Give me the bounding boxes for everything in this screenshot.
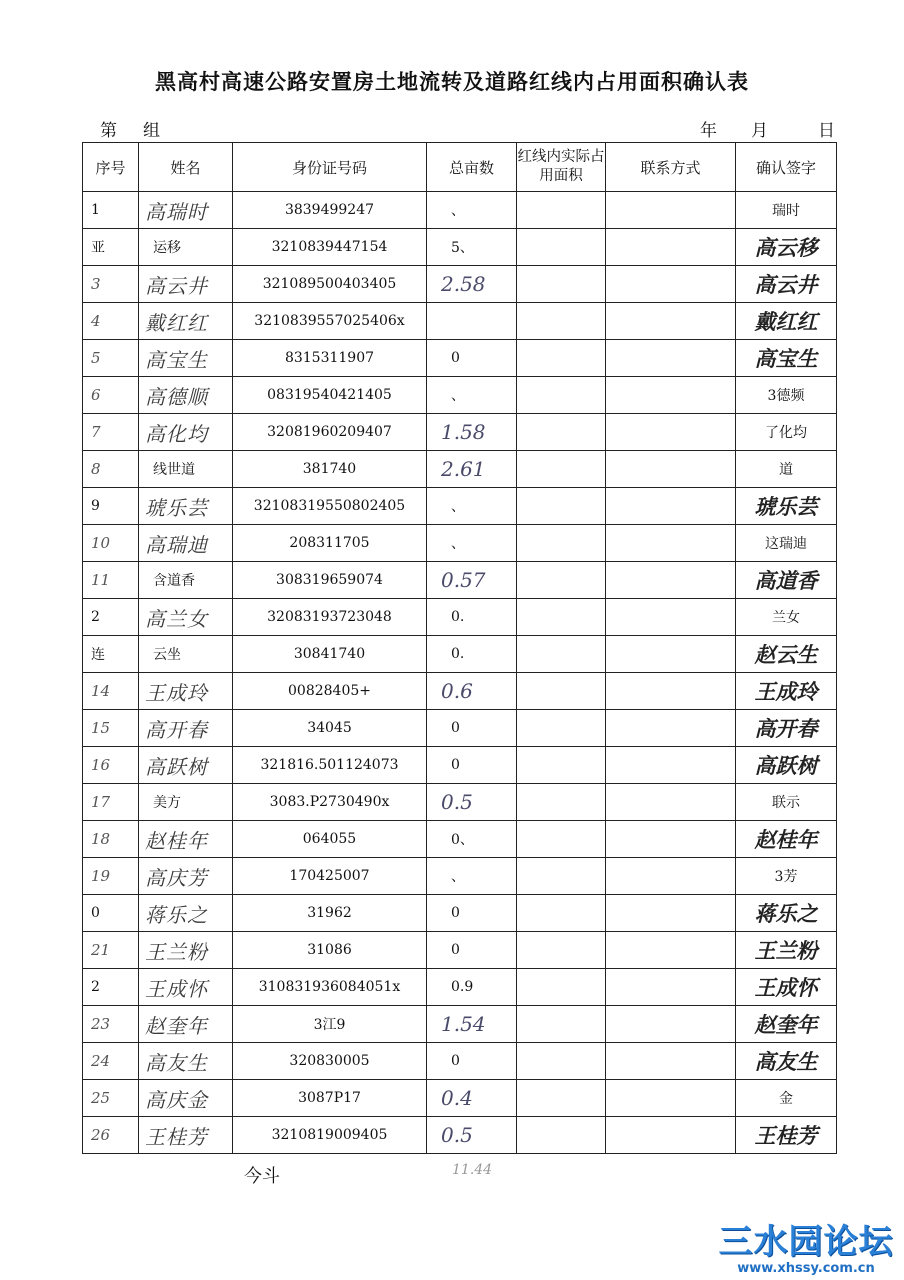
cell-contact [606,377,736,414]
cell-total-area: 0.9 [427,969,517,1006]
cell-seq: 16 [83,747,139,784]
cell-id-number: 321089500403405 [233,266,427,303]
cell-signature: 高开春 [736,710,837,747]
cell-signature: 赵云生 [736,636,837,673]
cell-seq: 17 [83,784,139,821]
table-row [83,747,837,784]
cell-signature: 高宝生 [736,340,837,377]
watermark-logo: 三水园论坛 [718,1222,894,1262]
cell-seq: 19 [83,858,139,895]
table-row [83,192,837,229]
header-red-line: 红线内实际占用面积 [517,143,606,192]
cell-contact [606,636,736,673]
cell-signature: 了化均 [736,414,837,451]
table-row [83,858,837,895]
cell-red-line-area [517,340,606,377]
cell-seq: 连 [83,636,139,673]
cell-id-number: 8315311907 [233,340,427,377]
table-row [83,266,837,303]
cell-name: 琥乐芸 [139,488,233,525]
cell-seq: 9 [83,488,139,525]
cell-signature: 兰女 [736,599,837,636]
cell-red-line-area [517,858,606,895]
cell-id-number: 32108319550802405 [233,488,427,525]
cell-seq: 7 [83,414,139,451]
date-month: 月 [751,121,768,141]
cell-name: 运移 [139,229,233,266]
cell-name: 王桂芳 [139,1117,233,1154]
cell-name: 赵奎年 [139,1006,233,1043]
cell-id-number: 170425007 [233,858,427,895]
cell-red-line-area [517,192,606,229]
cell-id-number: 32083193723048 [233,599,427,636]
cell-contact [606,266,736,303]
cell-contact [606,599,736,636]
cell-total-area: 0.6 [427,673,517,710]
cell-red-line-area [517,710,606,747]
cell-contact [606,969,736,1006]
cell-seq: 5 [83,340,139,377]
cell-red-line-area [517,747,606,784]
cell-total-area: 0.5 [427,1117,517,1154]
cell-name: 云坐 [139,636,233,673]
cell-id-number: 3210839557025406x [233,303,427,340]
cell-contact [606,192,736,229]
cell-total-area: 0 [427,1043,517,1080]
cell-signature: 这瑞迪 [736,525,837,562]
cell-seq: 2 [83,969,139,1006]
cell-name: 高瑞时 [139,192,233,229]
table-row [83,303,837,340]
cell-contact [606,414,736,451]
table-row [83,229,837,266]
cell-total-area: 0 [427,747,517,784]
cell-name: 高庆芳 [139,858,233,895]
cell-id-number: 320830005 [233,1043,427,1080]
cell-total-area: 1.58 [427,414,517,451]
cell-red-line-area [517,969,606,1006]
watermark [708,1214,904,1276]
table-row [83,1043,837,1080]
cell-signature: 道 [736,451,837,488]
cell-contact [606,673,736,710]
table-row [83,969,837,1006]
cell-red-line-area [517,229,606,266]
cell-signature: 戴红红 [736,303,837,340]
table-row [83,1117,837,1154]
cell-red-line-area [517,414,606,451]
cell-id-number: 31962 [233,895,427,932]
cell-id-number: 08319540421405 [233,377,427,414]
cell-red-line-area [517,525,606,562]
cell-red-line-area [517,784,606,821]
cell-contact [606,340,736,377]
cell-signature: 高友生 [736,1043,837,1080]
cell-id-number: 3839499247 [233,192,427,229]
cell-red-line-area [517,673,606,710]
cell-signature: 联示 [736,784,837,821]
cell-name: 戴红红 [139,303,233,340]
table-row [83,525,837,562]
cell-seq: 6 [83,377,139,414]
cell-contact [606,895,736,932]
watermark-url: www.xhssy.com.cn [737,1261,875,1276]
cell-id-number: 00828405+ [233,673,427,710]
header-sign: 确认签字 [736,143,837,192]
cell-name: 高开春 [139,710,233,747]
cell-signature: 3芳 [736,858,837,895]
cell-red-line-area [517,303,606,340]
cell-contact [606,525,736,562]
cell-signature: 王成怀 [736,969,837,1006]
cell-red-line-area [517,821,606,858]
header-total: 总亩数 [427,143,517,192]
table-row [83,673,837,710]
cell-signature: 琥乐芸 [736,488,837,525]
cell-id-number: 3江9 [233,1006,427,1043]
cell-id-number: 308319659074 [233,562,427,599]
cell-signature: 金 [736,1080,837,1117]
cell-name: 高跃树 [139,747,233,784]
cell-seq: 26 [83,1117,139,1154]
cell-name: 高友生 [139,1043,233,1080]
table-row [83,414,837,451]
cell-total-area: 、 [427,192,517,229]
cell-contact [606,932,736,969]
table-row [83,1006,837,1043]
date-label [700,116,835,141]
cell-total-area: 0 [427,710,517,747]
cell-red-line-area [517,451,606,488]
cell-signature: 蒋乐之 [736,895,837,932]
table-row [83,340,837,377]
footer-handwritten-mark: 11.44 [452,1162,493,1178]
cell-contact [606,784,736,821]
cell-red-line-area [517,377,606,414]
cell-seq: 10 [83,525,139,562]
cell-signature: 高云井 [736,266,837,303]
cell-total-area: 0.4 [427,1080,517,1117]
table-row [83,377,837,414]
header-contact: 联系方式 [606,143,736,192]
cell-total-area: 、 [427,858,517,895]
header-seq: 序号 [83,143,139,192]
cell-id-number: 3210839447154 [233,229,427,266]
cell-total-area: 、 [427,377,517,414]
cell-contact [606,1043,736,1080]
cell-signature: 高道香 [736,562,837,599]
group-label [100,116,160,141]
cell-red-line-area [517,266,606,303]
cell-total-area [427,303,517,340]
table-row [83,488,837,525]
cell-name: 高化均 [139,414,233,451]
table-row [83,562,837,599]
footer-note: 今斗 [244,1166,280,1187]
cell-id-number: 3210819009405 [233,1117,427,1154]
table-row [83,710,837,747]
cell-contact [606,451,736,488]
cell-name: 王成玲 [139,673,233,710]
cell-id-number: 3087P17 [233,1080,427,1117]
cell-contact [606,488,736,525]
cell-id-number: 381740 [233,451,427,488]
cell-total-area: 2.58 [427,266,517,303]
cell-signature: 高云移 [736,229,837,266]
cell-seq: 21 [83,932,139,969]
cell-name: 高宝生 [139,340,233,377]
group-prefix: 第 [100,121,117,141]
cell-red-line-area [517,636,606,673]
date-day: 日 [818,121,835,141]
cell-signature: 王兰粉 [736,932,837,969]
cell-signature: 赵桂年 [736,821,837,858]
cell-name: 高云井 [139,266,233,303]
table-row [83,932,837,969]
cell-total-area: 0 [427,895,517,932]
cell-id-number: 310831936084051x [233,969,427,1006]
group-suffix: 组 [143,121,160,141]
cell-seq: 18 [83,821,139,858]
cell-seq: 15 [83,710,139,747]
cell-total-area: 0、 [427,821,517,858]
table-row [83,451,837,488]
cell-seq: 8 [83,451,139,488]
cell-total-area: 5、 [427,229,517,266]
cell-id-number: 064055 [233,821,427,858]
cell-contact [606,303,736,340]
cell-contact [606,1080,736,1117]
cell-red-line-area [517,1043,606,1080]
cell-total-area: 、 [427,488,517,525]
cell-contact [606,747,736,784]
cell-contact [606,821,736,858]
cell-contact [606,562,736,599]
cell-name: 线世道 [139,451,233,488]
cell-name: 赵桂年 [139,821,233,858]
cell-seq: 25 [83,1080,139,1117]
cell-seq: 亚 [83,229,139,266]
cell-red-line-area [517,895,606,932]
cell-seq: 3 [83,266,139,303]
cell-red-line-area [517,1117,606,1154]
cell-seq: 4 [83,303,139,340]
cell-name: 美方 [139,784,233,821]
table-row [83,821,837,858]
cell-id-number: 3083.P2730490x [233,784,427,821]
date-year: 年 [700,121,717,141]
cell-red-line-area [517,1006,606,1043]
confirmation-table [82,142,837,1154]
cell-total-area: 1.54 [427,1006,517,1043]
cell-contact [606,1006,736,1043]
cell-name: 王兰粉 [139,932,233,969]
cell-signature: 高跃树 [736,747,837,784]
cell-red-line-area [517,562,606,599]
cell-id-number: 208311705 [233,525,427,562]
cell-id-number: 31086 [233,932,427,969]
cell-id-number: 34045 [233,710,427,747]
cell-seq: 23 [83,1006,139,1043]
cell-signature: 瑞时 [736,192,837,229]
cell-name: 高兰女 [139,599,233,636]
cell-id-number: 30841740 [233,636,427,673]
cell-contact [606,1117,736,1154]
cell-id-number: 32081960209407 [233,414,427,451]
cell-name: 蒋乐之 [139,895,233,932]
cell-signature: 王成玲 [736,673,837,710]
cell-total-area: 0. [427,636,517,673]
header-name: 姓名 [139,143,233,192]
cell-seq: 1 [83,192,139,229]
cell-name: 王成怀 [139,969,233,1006]
table-row [83,599,837,636]
cell-name: 含道香 [139,562,233,599]
cell-red-line-area [517,488,606,525]
table-header-row [83,143,837,192]
cell-seq: 2 [83,599,139,636]
cell-red-line-area [517,1080,606,1117]
cell-red-line-area [517,932,606,969]
cell-signature: 赵奎年 [736,1006,837,1043]
table-row [83,1080,837,1117]
cell-seq: 24 [83,1043,139,1080]
cell-total-area: 0.57 [427,562,517,599]
cell-id-number: 321816.501124073 [233,747,427,784]
cell-total-area: 2.61 [427,451,517,488]
cell-total-area: 、 [427,525,517,562]
table-row [83,784,837,821]
cell-seq: 14 [83,673,139,710]
cell-total-area: 0. [427,599,517,636]
cell-name: 高德顺 [139,377,233,414]
table-row [83,636,837,673]
cell-contact [606,858,736,895]
cell-contact [606,710,736,747]
cell-signature: 3德频 [736,377,837,414]
cell-total-area: 0.5 [427,784,517,821]
cell-name: 高瑞迪 [139,525,233,562]
header-id: 身份证号码 [233,143,427,192]
page-title: 黑高村高速公路安置房土地流转及道路红线内占用面积确认表 [155,70,749,94]
cell-signature: 王桂芳 [736,1117,837,1154]
cell-name: 高庆金 [139,1080,233,1117]
cell-total-area: 0 [427,340,517,377]
cell-total-area: 0 [427,932,517,969]
cell-contact [606,229,736,266]
table-row [83,895,837,932]
cell-seq: 0 [83,895,139,932]
cell-seq: 11 [83,562,139,599]
cell-red-line-area [517,599,606,636]
